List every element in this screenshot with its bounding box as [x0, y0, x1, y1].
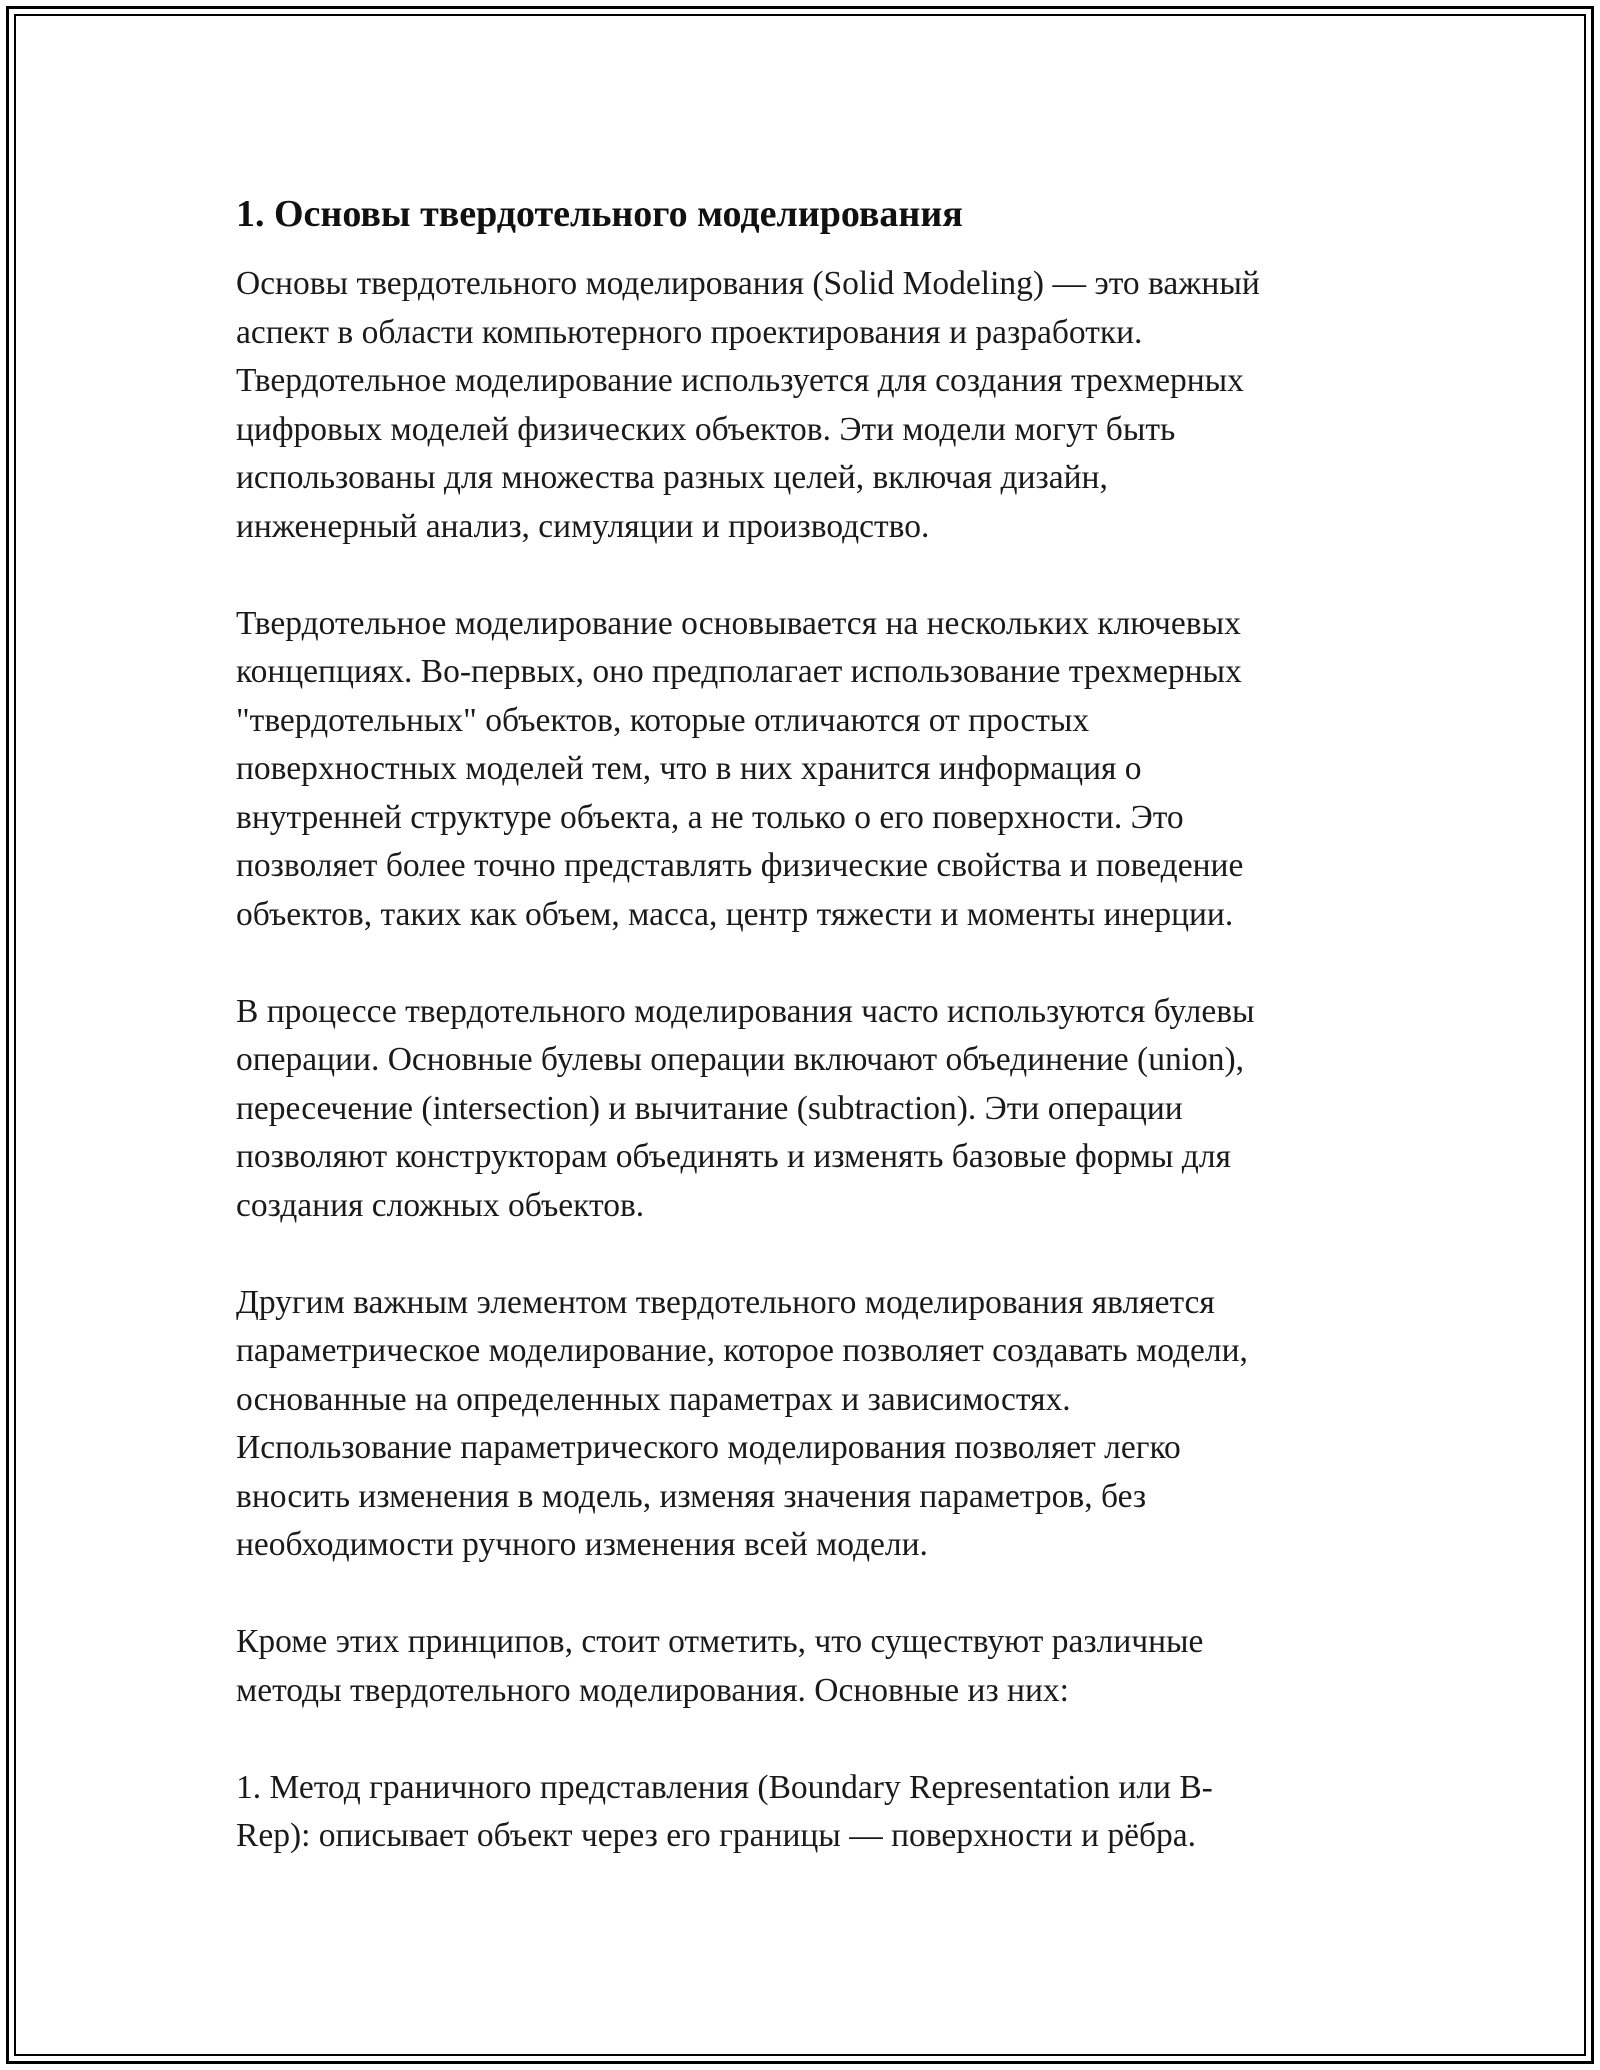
paragraph-line: основанные на определенных параметрах и зависимостях. — [236, 1380, 1071, 1418]
paragraph-line: Твердотельное моделирование используется для создания трехмерных — [236, 362, 1244, 399]
paragraph-line: необходимости ручного изменения всей модели. — [236, 1526, 928, 1563]
paragraph-line: Твердотельное моделирование основывается на нескольких ключевых — [236, 604, 1241, 642]
paragraph-line: позволяют конструкторам объединять и изменять базовые формы для — [236, 1138, 1231, 1175]
paragraph-line: пересечение (intersection) и вычитание (subtraction). Эти операции — [236, 1089, 1183, 1127]
paragraph-line: Основы твердотельного моделирования (Solid Modeling) — это важный — [236, 265, 1260, 302]
paragraph-line: Rep): описывает объект через его границы — поверхности и рёбра. — [236, 1817, 1197, 1854]
section-heading: 1. Основы твердотельного моделирования — [236, 193, 963, 235]
paragraph-line: внутренней структуре объекта, а не только о его поверхности. Это — [236, 798, 1184, 836]
paragraph-line: "твердотельных" объектов, которые отличаются от простых — [236, 701, 1090, 739]
paragraph-line: аспект в области компьютерного проектирования и разработки. — [236, 313, 1143, 351]
paragraph-line: методы твердотельного моделирования. Основные из них: — [236, 1671, 1069, 1709]
paragraph-line: использованы для множества разных целей, включая дизайн, — [236, 459, 1108, 496]
paragraph — [236, 988, 1386, 1231]
paragraph-line: параметрическое моделирование, которое позволяет создавать модели, — [236, 1332, 1248, 1369]
paragraph — [236, 600, 1386, 940]
paragraph-line: инженерный анализ, симуляции и производство. — [236, 507, 930, 545]
paragraph — [236, 1279, 1386, 1570]
paragraph — [236, 260, 1386, 551]
paragraph-line: поверхностных моделей тем, что в них хранится информация о — [236, 750, 1142, 787]
paragraph-line: Использование параметрического моделирования позволяет легко — [236, 1429, 1181, 1466]
paragraph-line: позволяет более точно представлять физические свойства и поведение — [236, 847, 1244, 884]
paragraph-line: операции. Основные булевы операции включают объединение (union), — [236, 1041, 1245, 1078]
paragraph-line: создания сложных объектов. — [236, 1186, 645, 1224]
paragraph-line: Кроме этих принципов, стоит отметить, что существуют различные — [236, 1623, 1204, 1660]
paragraph-line: вносить изменения в модель, изменяя значения параметров, без — [236, 1477, 1147, 1515]
paragraph — [236, 1764, 1386, 1861]
document-body — [236, 188, 1386, 1909]
paragraph-line: концепциях. Во-первых, оно предполагает использование трехмерных — [236, 653, 1242, 690]
paragraph-line: Другим важным элементом твердотельного моделирования является — [236, 1283, 1215, 1321]
paragraph-line: 1. Метод граничного представления (Boundary Representation или B- — [236, 1768, 1213, 1806]
paragraph-line: объектов, таких как объем, масса, центр тяжести и моменты инерции. — [236, 895, 1234, 933]
paragraph-line: цифровых моделей физических объектов. Эти модели могут быть — [236, 410, 1176, 448]
paragraph-line: В процессе твердотельного моделирования часто используются булевы — [236, 992, 1255, 1030]
paragraph — [236, 1618, 1386, 1715]
paragraph-list — [236, 260, 1386, 1861]
